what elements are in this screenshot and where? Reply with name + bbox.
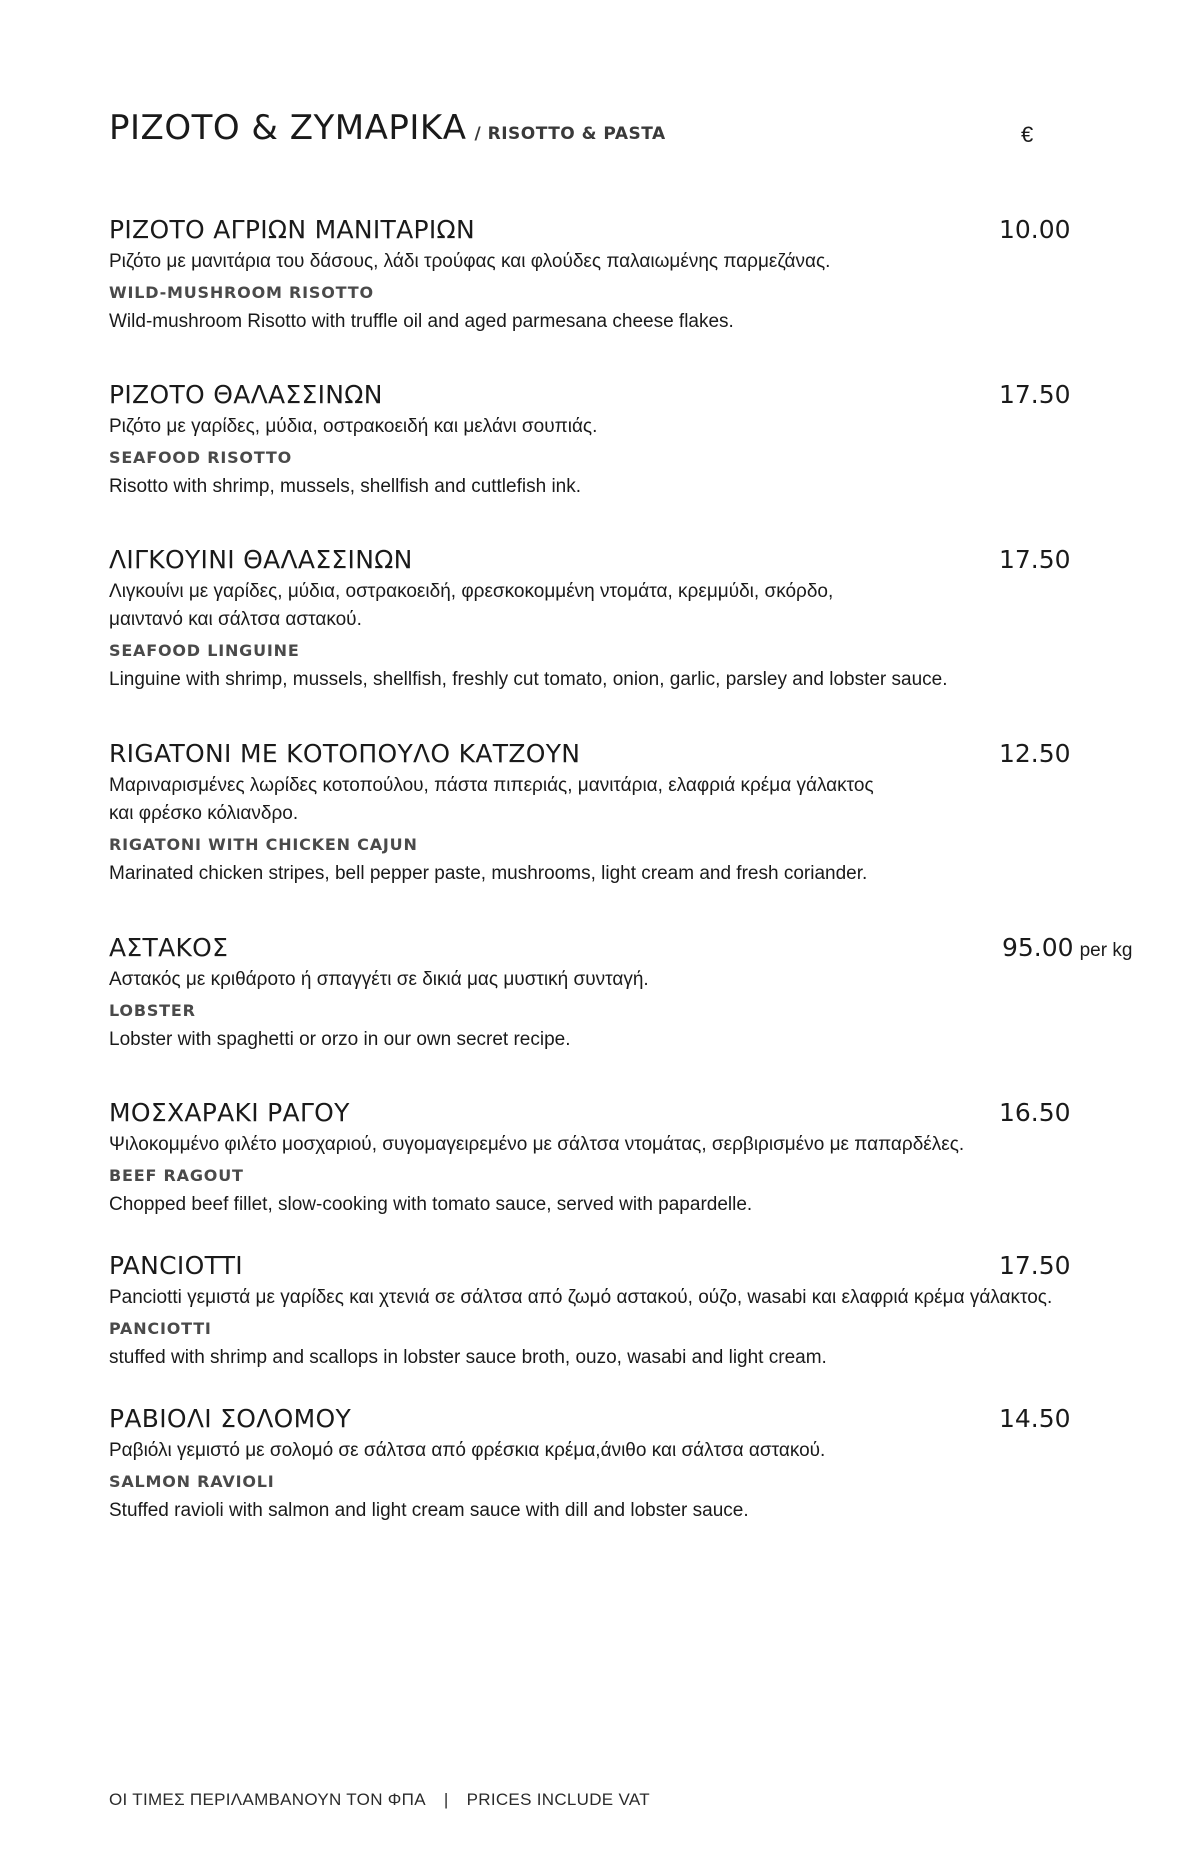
item-price bbox=[999, 1401, 1071, 1437]
section-title-greek: ΡΙΖΟΤΟ & ΖΥΜΑΡΙΚΑ bbox=[109, 108, 467, 148]
item-description-greek: Ραβιόλι γεμιστό με σολομό σε σάλτσα από φρέσκια κρέμα,άνιθο και σάλτσα αστακού. bbox=[109, 1440, 826, 1461]
menu-item bbox=[109, 212, 1189, 336]
item-description-english: stuffed with shrimp and scallops in lobster sauce broth, ouzo, wasabi and light cream. bbox=[109, 1347, 827, 1368]
vat-notice-english: PRICES INCLUDE VAT bbox=[466, 1790, 650, 1809]
item-name-english: RIGATONI WITH CHICKEN CAJUN bbox=[109, 835, 418, 854]
item-name-english: WILD-MUSHROOM RISOTTO bbox=[109, 283, 374, 302]
item-name-greek: ΡΑΒΙΟΛΙ ΣΟΛΟΜΟΥ bbox=[109, 1404, 352, 1433]
item-description-greek: Panciotti γεμιστά με γαρίδες και χτενιά σε σάλτσα από ζωμό αστακού, ούζο, wasabi και ελαφριά κρέμα γάλακτος. bbox=[109, 1287, 1053, 1308]
item-description-english: Wild-mushroom Risotto with truffle oil and aged parmesana cheese flakes. bbox=[109, 311, 734, 332]
item-description-greek: Λιγκουίνι με γαρίδες, μύδια, οστρακοειδή, φρεσκοκομμένη ντομάτα, κρεμμύδι, σκόρδο, μαιντανό και σάλτσα αστακού. bbox=[109, 581, 834, 630]
item-price bbox=[999, 736, 1071, 772]
item-price-value: 95.00 bbox=[1002, 933, 1074, 962]
item-price bbox=[999, 542, 1071, 578]
item-description-english: Linguine with shrimp, mussels, shellfish, freshly cut tomato, onion, garlic, parsley and lobster sauce. bbox=[109, 669, 948, 690]
item-price-unit: per kg bbox=[1079, 940, 1133, 961]
item-price-value: 17.50 bbox=[999, 380, 1071, 409]
item-name-greek: ΡΙΖΟΤΟ ΑΓΡΙΩΝ ΜΑΝΙΤΑΡΙΩΝ bbox=[109, 215, 475, 244]
item-description-greek: Ριζότο με γαρίδες, μύδια, οστρακοειδή και μελάνι σουπιάς. bbox=[109, 416, 598, 437]
item-price bbox=[999, 1248, 1071, 1284]
item-price bbox=[1002, 930, 1132, 969]
menu-item bbox=[109, 377, 1189, 501]
item-price bbox=[999, 377, 1071, 413]
item-price-value: 17.50 bbox=[999, 545, 1071, 574]
item-name-greek: ΡΙΖΟΤΟ ΘΑΛΑΣΣΙΝΩΝ bbox=[109, 380, 383, 409]
item-price-value: 10.00 bbox=[999, 215, 1071, 244]
item-name-english: SALMON RAVIOLI bbox=[109, 1472, 275, 1491]
item-price-value: 16.50 bbox=[999, 1098, 1071, 1127]
menu-item bbox=[109, 1248, 1189, 1372]
item-description-english: Risotto with shrimp, mussels, shellfish and cuttlefish ink. bbox=[109, 476, 582, 497]
menu-item bbox=[109, 930, 1189, 1054]
menu-header bbox=[109, 108, 1049, 158]
item-description-greek: Ριζότο με μανιτάρια του δάσους, λάδι τρούφας και φλούδες παλαιωμένης παρμεζάνας. bbox=[109, 251, 831, 272]
vat-notice-greek: ΟΙ ΤΙΜΕΣ ΠΕΡΙΛΑΜΒΑΝΟΥΝ ΤΟΝ ΦΠΑ bbox=[109, 1790, 426, 1809]
currency-symbol: € bbox=[1021, 122, 1034, 147]
menu-item bbox=[109, 542, 1189, 694]
item-name-english: LOBSTER bbox=[109, 1001, 196, 1020]
item-description-english: Stuffed ravioli with salmon and light cream sauce with dill and lobster sauce. bbox=[109, 1500, 749, 1521]
item-name-english: PANCIOTTI bbox=[109, 1319, 212, 1338]
item-description-greek: Ψιλοκομμένο φιλέτο μοσχαριού, συγομαγειρεμένο με σάλτσα ντομάτας, σερβιρισμένο με παπαρδέλες. bbox=[109, 1134, 965, 1155]
item-description-english: Chopped beef fillet, slow-cooking with tomato sauce, served with papardelle. bbox=[109, 1194, 753, 1215]
item-name-greek: RIGATONI ΜΕ ΚΟΤΟΠΟΥΛΟ ΚΑΤΖΟΥΝ bbox=[109, 739, 581, 768]
item-name-english: SEAFOOD RISOTTO bbox=[109, 448, 293, 467]
section-title-english: / RISOTTO & PASTA bbox=[474, 124, 666, 144]
item-name-greek: ΛΙΓΚΟΥΙΝΙ ΘΑΛΑΣΣΙΝΩΝ bbox=[109, 545, 413, 574]
item-price bbox=[999, 212, 1071, 248]
item-name-greek: ΑΣΤΑΚΟΣ bbox=[109, 933, 229, 962]
item-description-english: Lobster with spaghetti or orzo in our own secret recipe. bbox=[109, 1029, 571, 1050]
item-description-english: Marinated chicken stripes, bell pepper paste, mushrooms, light cream and fresh coriander. bbox=[109, 863, 868, 884]
menu-item bbox=[109, 1095, 1189, 1219]
item-description-greek: Αστακός με κριθάροτο ή σπαγγέτι σε δικιά μας μυστική συνταγή. bbox=[109, 969, 649, 990]
item-name-greek: PANCIOTTI bbox=[109, 1251, 243, 1280]
item-name-english: BEEF RAGOUT bbox=[109, 1166, 244, 1185]
item-price-value: 14.50 bbox=[999, 1404, 1071, 1433]
vat-notice-separator: | bbox=[443, 1790, 449, 1809]
item-name-english: SEAFOOD LINGUINE bbox=[109, 641, 300, 660]
menu-item bbox=[109, 1401, 1189, 1525]
menu-item bbox=[109, 736, 1189, 888]
item-price-value: 12.50 bbox=[999, 739, 1071, 768]
item-price bbox=[999, 1095, 1071, 1131]
item-price-value: 17.50 bbox=[999, 1251, 1071, 1280]
item-name-greek: ΜΟΣΧΑΡΑΚΙ ΡΑΓΟΥ bbox=[109, 1098, 350, 1127]
vat-notice bbox=[109, 1790, 650, 1810]
item-description-greek: Μαριναρισμένες λωρίδες κοτοπούλου, πάστα πιπεριάς, μανιτάρια, ελαφριά κρέμα γάλακτος και φρέσκο κόλιανδρο. bbox=[109, 775, 874, 824]
